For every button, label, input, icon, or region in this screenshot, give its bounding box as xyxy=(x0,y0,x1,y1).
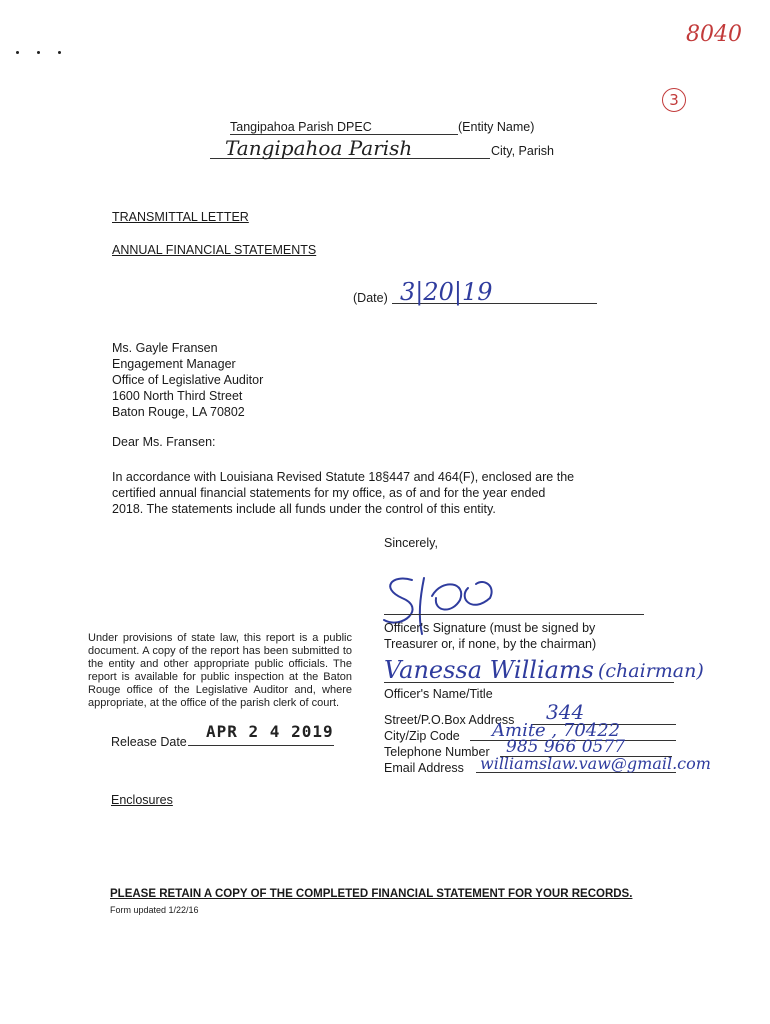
closing-sincerely: Sincerely, xyxy=(384,536,438,550)
circled-number-badge: 3 xyxy=(662,88,686,112)
entity-name-value: Tangipahoa Parish DPEC xyxy=(230,119,458,135)
salutation: Dear Ms. Fransen: xyxy=(112,435,216,449)
release-date-stamp: APR 2 4 2019 xyxy=(206,722,334,741)
city-parish-handwritten: Tangipahoa Parish xyxy=(225,136,413,160)
street-handwritten: 344 xyxy=(546,700,585,724)
recipient-line: Office of Legislative Auditor xyxy=(112,373,264,387)
retain-copy-notice: PLEASE RETAIN A COPY OF THE COMPLETED FINANCIAL STATEMENT FOR YOUR RECORDS. xyxy=(110,888,633,900)
transmittal-letter-title: TRANSMITTAL LETTER xyxy=(112,210,249,224)
officer-name-label: Officer's Name/Title xyxy=(384,687,493,701)
enclosures-label: Enclosures xyxy=(111,793,173,807)
street-label: Street/P.O.Box Address xyxy=(384,713,515,727)
recipient-line: 1600 North Third Street xyxy=(112,389,243,403)
telephone-handwritten: 985 966 0577 xyxy=(506,737,625,757)
date-handwritten: 3|20|19 xyxy=(400,278,493,306)
signature-caption-line: Treasurer or, if none, by the chairman) xyxy=(384,637,597,651)
body-line: 2018. The statements include all funds under the control of this entity. xyxy=(112,502,496,516)
public-document-notice: Under provisions of state law, this report is a public document. A copy of the report has been submitted to the entity and other appropriate public officials. The report is available for public inspection at the Baton Rouge office of the Legislative Auditor and, where appropriate, at the office of the parish clerk of court. xyxy=(88,632,352,709)
scan-marks xyxy=(16,41,79,59)
recipient-address xyxy=(112,340,263,420)
recipient-line: Ms. Gayle Fransen xyxy=(112,341,218,355)
recipient-line: Baton Rouge, LA 70802 xyxy=(112,405,245,419)
entity-name-field xyxy=(230,119,458,135)
city-zip-handwritten: Amite , 70422 xyxy=(492,720,621,741)
release-date-label: Release Date xyxy=(111,735,187,749)
officer-title-handwritten: (chairman) xyxy=(598,660,704,682)
release-date-line xyxy=(188,745,334,746)
email-handwritten: williamslaw.vaw@gmail.com xyxy=(480,754,711,773)
city-parish-label: City, Parish xyxy=(491,144,554,158)
body-paragraph xyxy=(112,469,652,517)
handwritten-file-number: 8040 xyxy=(686,22,742,47)
body-line: In accordance with Louisiana Revised Statute 18§447 and 464(F), enclosed are the xyxy=(112,470,575,484)
email-label: Email Address xyxy=(384,761,464,775)
form-updated-note: Form updated 1/22/16 xyxy=(110,905,199,915)
officer-name-handwritten: Vanessa Williams xyxy=(384,656,594,684)
signature-caption-line: Officer's Signature (must be signed by xyxy=(384,621,596,635)
signature-line xyxy=(384,614,644,615)
officer-name-line xyxy=(384,682,674,683)
entity-name-label: (Entity Name) xyxy=(458,120,535,134)
telephone-label: Telephone Number xyxy=(384,745,490,759)
city-zip-label: City/Zip Code xyxy=(384,729,460,743)
signature-caption xyxy=(384,620,596,652)
annual-financial-statements-title: ANNUAL FINANCIAL STATEMENTS xyxy=(112,243,317,257)
date-label: (Date) xyxy=(353,291,388,305)
recipient-line: Engagement Manager xyxy=(112,357,236,371)
body-line: certified annual financial statements for my office, as of and for the year ended xyxy=(112,486,546,500)
